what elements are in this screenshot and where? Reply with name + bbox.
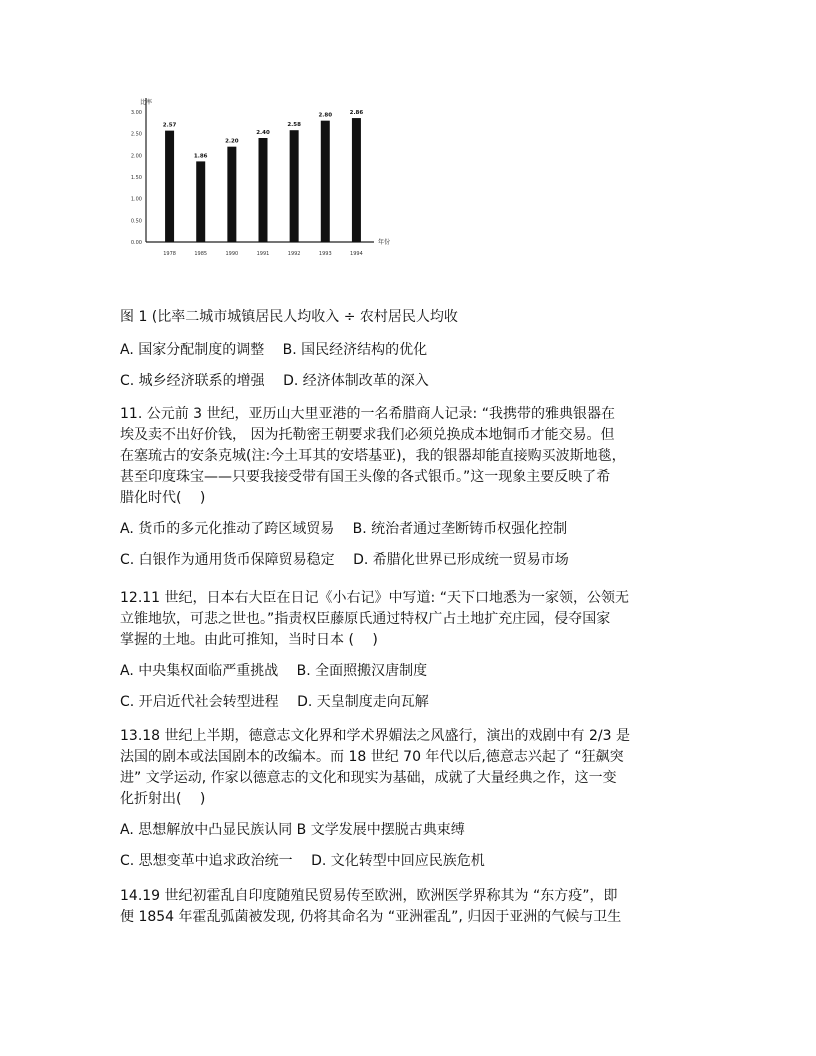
q13-stem-line: 法国的剧本或法国剧本的改编本。而 18 世纪 70 年代以后,德意志兴起了 “狂飙突 [120, 749, 624, 765]
y-tick-label: 1.50 [130, 175, 142, 181]
q11-option-line: A. 货币的多元化推动了跨区域贸易 B. 统治者通过垄断铸币权强化控制 [120, 521, 568, 537]
x-axis-label: 年份 [378, 239, 391, 246]
y-tick-label: 3.00 [130, 110, 142, 116]
q12-stem-line: 12.11 世纪，日本右大臣在日记《小右记》中写道: “天下口地悉为一家领，公领无 [120, 590, 629, 606]
q11-stem-line: 腊化时代( ) [120, 490, 206, 506]
q11-stem-line: 埃及卖不出好价钱， 因为托勒密王朝要求我们必须兑换成本地铜币才能交易。但 [120, 427, 615, 443]
bar-value-label: 2.86 [349, 110, 364, 117]
q10-option-line: A. 国家分配制度的调整 B. 国民经济结构的优化 [120, 342, 428, 358]
bar-value-label: 2.58 [287, 122, 301, 129]
figure-caption [120, 307, 700, 328]
bar-value-label: 2.40 [256, 130, 270, 136]
y-axis-label: 比率 [140, 99, 153, 106]
q14-stem-line: 便 1854 年霍乱弧菌被发现, 仍将其命名为 “亚洲霍乱”, 归因于亚洲的气候与卫生 [120, 909, 622, 925]
bar [290, 130, 299, 242]
x-tick-label: 1990 [225, 251, 239, 257]
q11-option-line: C. 白银作为通用货币保障贸易稳定 D. 希腊化世界已形成统一贸易市场 [120, 552, 569, 568]
y-tick-label: 0.50 [130, 218, 142, 225]
x-tick-label: 1985 [194, 251, 208, 257]
q13-stem-line: 13.18 世纪上半期，德意志文化界和学术界媚法之风盛行，演出的戏剧中有 2/3 是 [120, 728, 630, 744]
bar [196, 161, 205, 242]
x-tick-label: 1992 [287, 251, 301, 257]
y-tick-label: 2.00 [130, 153, 142, 160]
bar-value-label: 1.86 [193, 153, 208, 160]
q14-stem-line: 14.19 世纪初霍乱自印度随殖民贸易传至欧洲，欧洲医学界称其为 “东方疫”，即 [120, 888, 618, 904]
x-tick-label: 1991 [256, 251, 270, 257]
bar-value-label: 2.20 [225, 138, 239, 145]
y-tick-label: 0.00 [130, 240, 142, 246]
q11-stem-line: 11. 公元前 3 世纪，亚历山大里亚港的一名希腊商人记录: “我携带的雅典银器在 [120, 406, 615, 422]
q13-stem-line: 进” 文学运动, 作家以德意志的文化和现实为基础，成就了大量经典之作，这一变 [120, 770, 617, 786]
bar-chart-svg [118, 90, 400, 266]
bar-value-label: 2.57 [162, 122, 177, 129]
q13-option-line: A. 思想解放中凸显民族认同 B 文学发展中摆脱古典束缚 [120, 822, 465, 838]
x-tick-label: 1993 [318, 251, 332, 257]
q12-stem-line: 掌握的土地。由此可推知，当时日本 ( ) [120, 632, 378, 648]
y-tick-label: 1.00 [130, 196, 142, 203]
bar [259, 138, 268, 242]
q10-options [120, 340, 700, 392]
question-14 [120, 886, 700, 928]
bar [352, 118, 361, 242]
q12-stem-line: 立锥地欤，可悲之世也。”指责权臣藤原氏通过特权广占土地扩充庄园，侵夺国家 [120, 611, 611, 627]
question-11 [120, 404, 700, 571]
q11-stem-line: 在塞琉古的安条克城(注:今土耳其的安塔基亚)，我的银器却能直接购买波斯地毯， [120, 448, 626, 464]
bar [227, 147, 236, 242]
q12-option-line: C. 开启近代社会转型进程 D. 天皇制度走向瓦解 [120, 694, 429, 710]
caption-text: 图 1 (比率二城市城镇居民人均收入 ÷ 农村居民人均收 [120, 309, 458, 325]
q13-stem-line: 化折射出( ) [120, 791, 206, 807]
y-tick-label: 2.50 [130, 131, 142, 138]
q10-option-line: C. 城乡经济联系的增强 D. 经济体制改革的深入 [120, 373, 429, 389]
x-tick-label: 1994 [350, 251, 363, 257]
bar [321, 121, 330, 242]
question-13 [120, 726, 700, 872]
bar-value-label: 2.80 [318, 112, 333, 119]
q12-option-line: A. 中央集权面临严重挑战 B. 全面照搬汉唐制度 [120, 663, 428, 679]
q13-option-line: C. 思想变革中追求政治统一 D. 文化转型中回应民族危机 [120, 853, 485, 869]
question-12 [120, 588, 700, 713]
q11-stem-line: 甚至印度珠宝——只要我接受带有国王头像的各式银币。”这一现象主要反映了希 [120, 469, 611, 485]
x-tick-label: 1978 [163, 251, 176, 257]
ratio-bar-chart [118, 90, 400, 266]
bar [165, 131, 174, 242]
